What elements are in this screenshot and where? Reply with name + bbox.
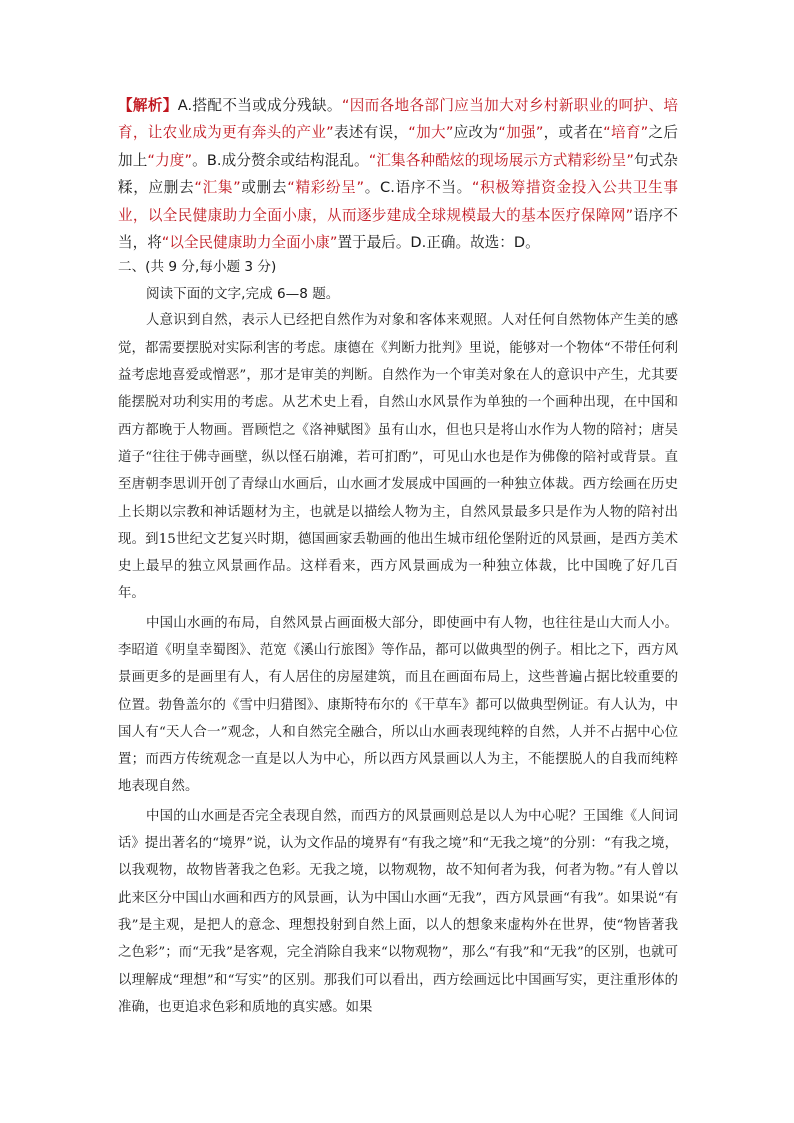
passage-paragraph-2: 中国山水画的布局，自然风景占画面极大部分，即使画中有人物，也往往是山大而人小。李昭道《明皇幸蜀图》、范宽《溪山行旅图》等作品，都可以做典型的例子。相比之下，西方风景画更多的是画里有人，有人居住的房屋建筑，而且在画面布局上，这些普遍占据比较重要的位置。勃鲁盖尔的《雪中归猎图》、康斯特布尔的《干草车》都可以做典型例证。有人认为，中国人有“天人合一”观念，人和自然完全融合，所以山水画表现纯粹的自然，人并不占据中心位置；而西方传统观念一直是以人为中心，所以西方风景画以人为主，不能摆脱人的自我而纯粹地表现自然。 <box>118 615 678 795</box>
analysis-text: A.搭配不当或成分残缺。 <box>177 97 342 114</box>
answer-analysis <box>118 92 678 256</box>
analysis-quote: “积极筹措资金投入公共卫生事业，以全民健康助力全面小康，从而逐步建成全球规模最大的基本医疗保障网” <box>118 179 678 224</box>
passage-paragraph-3: 中国的山水画是否完全表现自然，而西方的风景画则总是以人为中心呢？王国维《人间词话》提出著名的“境界”说，认为文作品的境界有“有我之境”和“无我之境”的分别：“有我之境，以我观物，故物皆著我之色彩。无我之境，以物观物，故不知何者为我，何者为物。”有人曾以此来区分中国山水画和西方的风景画，认为中国山水画“无我”，西方风景画“有我”。如果说“有我”是主观，是把人的意念、理想投射到自然上面，以人的想象来虚构外在世界，使“物皆著我之色彩”；而“无我”是客观，完全消除自我来“以物观物”，那么“有我”和“无我”的区别，也就可以理解成“理想”和“写实”的区别。那我们可以看出，西方绘画远比中国画写实，更注重形体的准确，也更追求色彩和质地的真实感。如果 <box>118 808 678 1015</box>
analysis-text: ，或者在 <box>543 124 604 142</box>
analysis-text: 语序不当，将 <box>118 206 678 252</box>
analysis-body <box>118 97 678 251</box>
analysis-quote: “加强” <box>498 124 544 142</box>
analysis-quote: “汇集” <box>194 179 241 197</box>
analysis-quote: “以全民健康助力全面小康” <box>161 234 338 252</box>
section-heading: 二、(共 9 分,每小题 3 分) <box>118 259 277 276</box>
analysis-text: 。B.成分赘余或结构混乱。 <box>192 151 369 169</box>
analysis-text: 置于最后。D.正确。故选：D。 <box>337 234 540 252</box>
analysis-text: 之后加上 <box>118 124 678 169</box>
passage-paragraph-1: 人意识到自然，表示人已经把自然作为对象和客体来观照。人对任何自然物体产生美的感觉，都需要摆脱对实际利害的考虑。康德在《判断力批判》里说，能够对一个物体“不带任何利益考虑地喜爱或憎恶”，那才是审美的判断。自然作为一个审美对象在人的意识中产生，尤其要能摆脱对功利实用的考虑。从艺术史上看，自然山水风景作为单独的一个画种出现，在中国和西方都晚于人物画。晋顾恺之《洛神赋图》虽有山水，但也只是将山水作为人物的陪衬；唐吴道子“往往于佛寺画壁，纵以怪石崩滩，若可扪酌”，可见山水也是作为佛像的陪衬或背景。直至唐朝李思训开创了青绿山水画后，山水画才发展成中国画的一种独立体裁。西方绘画在历史上长期以宗教和神话题材为主，也就是以描绘人物为主，自然风景最多只是作为人物的陪衬出现。到15世纪文艺复兴时期，德国画家丢勒画的他出生城市纽伦堡附近的风景画，是西方美术史上最早的独立风景画作品。这样看来，西方风景画成为一种独立体裁，比中国晚了好几百年。 <box>118 313 678 602</box>
analysis-tag: 【解析】 <box>118 97 178 114</box>
document-page <box>118 92 678 1021</box>
analysis-text: 。C.语序不当。 <box>364 179 472 197</box>
analysis-text: 或删去 <box>240 179 288 197</box>
analysis-quote: “汇集各种酷炫的现场展示方式精彩纷呈” <box>368 151 634 169</box>
analysis-quote: “力度” <box>147 151 193 169</box>
analysis-text: 表述有误， <box>333 124 409 142</box>
analysis-quote: “精彩纷呈” <box>287 179 365 197</box>
analysis-text: 应改为 <box>453 124 499 142</box>
analysis-quote: “因而各地各部门应当加大对乡村新职业的呵护、培育，让农业成为更有奔头的产业” <box>118 97 678 142</box>
analysis-text: 句式杂糅，应删去 <box>118 151 679 197</box>
reading-instruction: 阅读下面的文字,完成 6—8 题。 <box>146 286 340 303</box>
analysis-quote: “培育” <box>603 124 649 142</box>
analysis-quote: “加大” <box>408 124 454 142</box>
